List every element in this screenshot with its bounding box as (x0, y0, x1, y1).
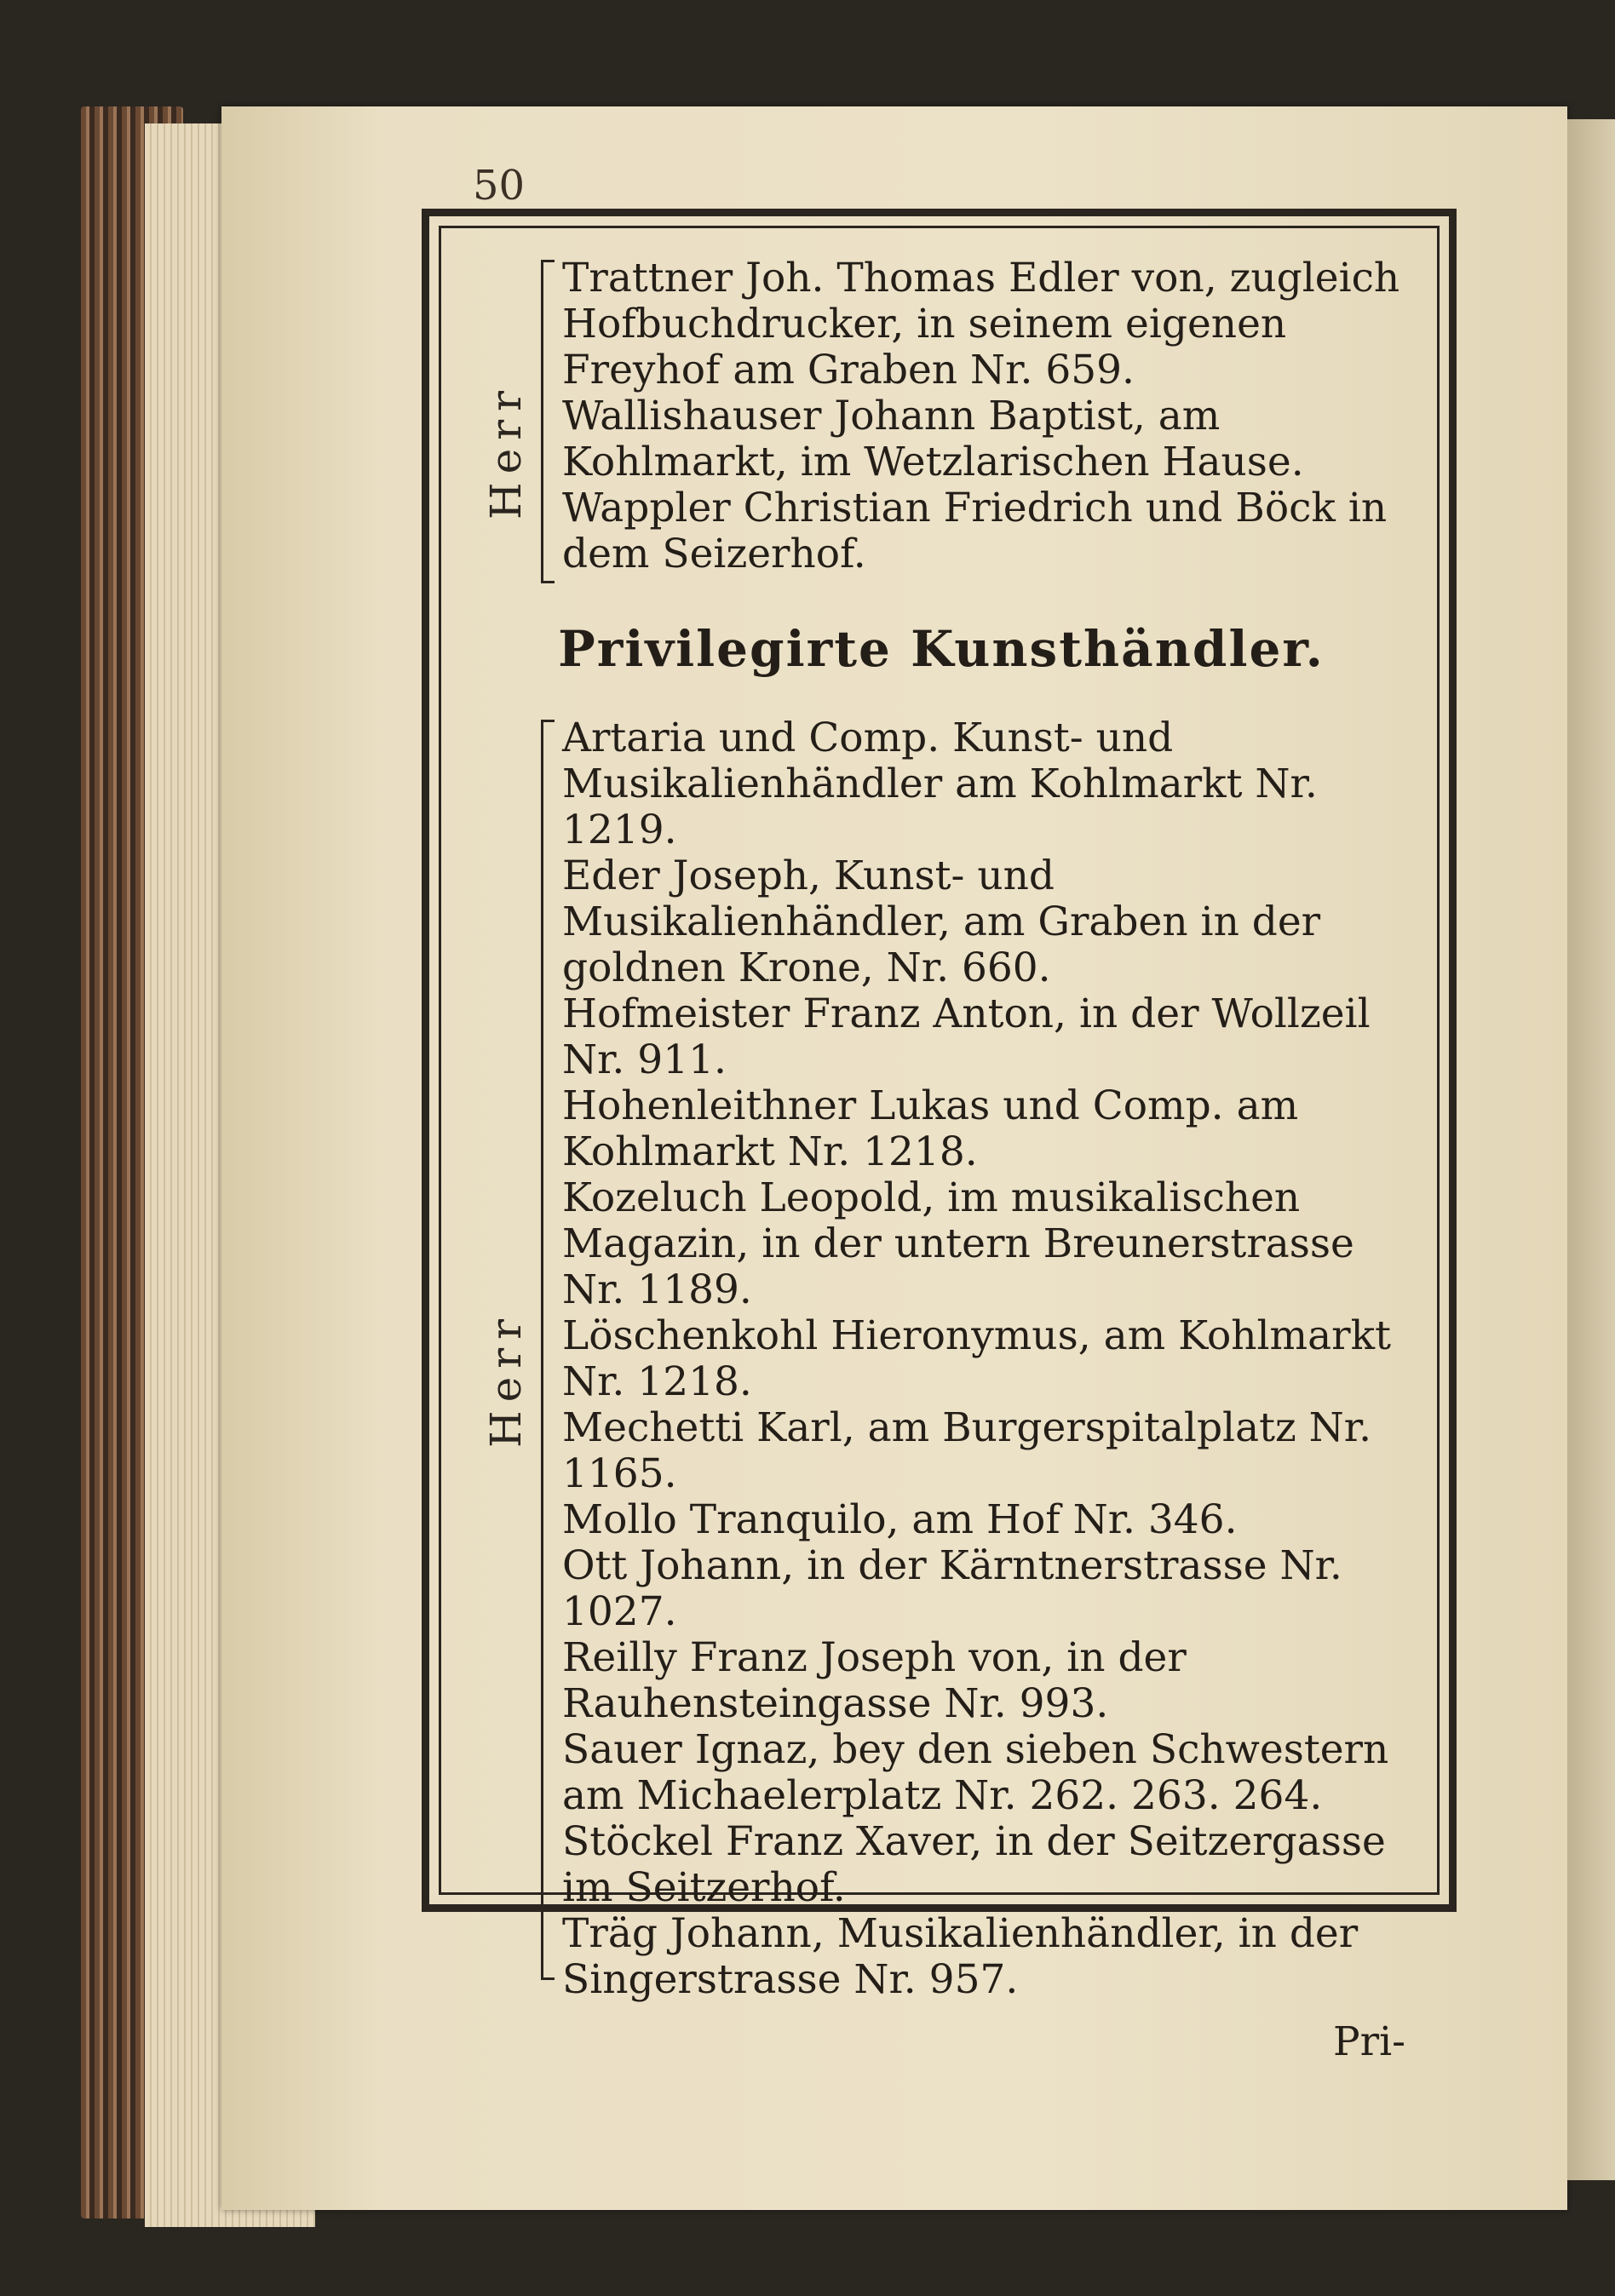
list-item: Wappler Christian Friedrich und Böck in dem Seizerhof. (562, 485, 1388, 577)
list-item: Trattner Joh. Thomas Edler von, zugleich Hofbuchdrucker, in seinem eigenen Freyhof am Graben Nr. 659. (562, 255, 1400, 393)
sidebar-label-herr-top: Herr (481, 382, 531, 520)
page-number: 50 (473, 162, 526, 210)
list-item: Hohenleithner Lukas und Comp. am Kohlmarkt Nr. 1218. (562, 1082, 1299, 1175)
list-item: Reilly Franz Joseph von, in der Rauhensteingasse Nr. 993. (562, 1634, 1187, 1727)
list-item: Ott Johann, in der Kärntnerstrasse Nr. 1027. (562, 1542, 1342, 1635)
list-item: Sauer Ignaz, bey den sieben Schwestern am Michaelerplatz Nr. 262. 263. 264. (562, 1726, 1389, 1819)
list-item: Löschenkohl Hieronymus, am Kohlmarkt Nr. 1218. (562, 1312, 1391, 1405)
bracket-group-1 (541, 260, 543, 583)
facing-page-edge (1567, 119, 1615, 2180)
bracket-group-2 (541, 720, 543, 1980)
list-item: Kozeluch Leopold, im musikalischen Magazin, in der untern Breunerstrasse Nr. 1189. (562, 1174, 1354, 1313)
list-item: Hofmeister Franz Anton, in der Wollzeil Nr. 911. (562, 990, 1371, 1083)
list-item: Mollo Tranquilo, am Hof Nr. 346. (562, 1496, 1238, 1543)
list-item: Eder Joseph, Kunst- und Musikalienhändler, am Graben in der goldnen Krone, Nr. 660. (562, 852, 1321, 991)
list-item: Wallishauser Johann Baptist, am Kohlmarkt, im Wetzlarischen Hause. (562, 393, 1304, 485)
list-item: Träg Johann, Musikalienhändler, in der Singerstrasse Nr. 957. (562, 1910, 1359, 2003)
list-item: Mechetti Karl, am Burgerspitalplatz Nr. 1165. (562, 1404, 1372, 1497)
list-item: Stöckel Franz Xaver, in der Seitzergasse im Seitzerhof. (562, 1818, 1386, 1911)
catchword: Pri- (1332, 2018, 1405, 2065)
section-heading: Privilegirte Kunsthändler. (558, 620, 1325, 678)
entry-list-group-2 (562, 715, 1414, 2003)
sidebar-label-herr-bottom: Herr (481, 1311, 531, 1449)
list-item: Artaria und Comp. Kunst- und Musikalienhändler am Kohlmarkt Nr. 1219. (562, 715, 1318, 853)
entry-list-group-1 (562, 255, 1414, 577)
